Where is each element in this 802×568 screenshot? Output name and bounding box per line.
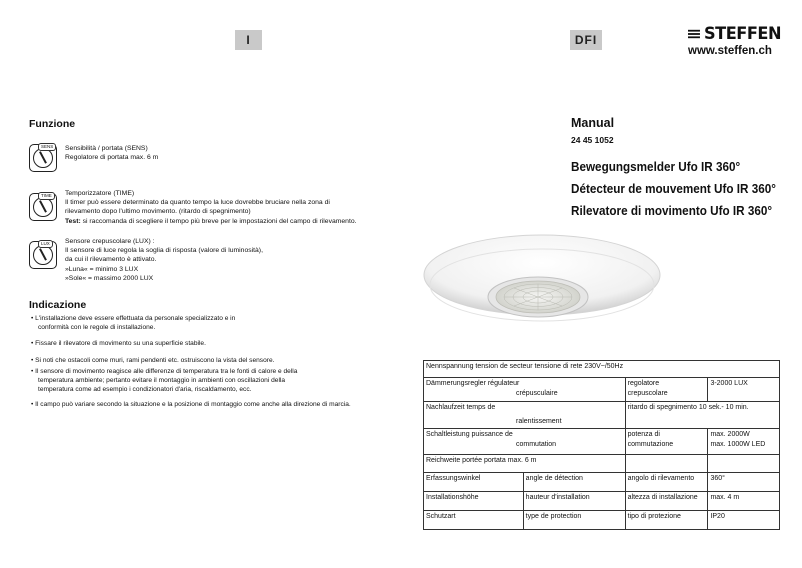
table-row [424,402,780,429]
table-cell: Erfassungswinkel [424,473,524,492]
table-cell: potenza di commutazione [625,429,708,455]
list-item: • Fissare il rilevatore di movimento su una superficie stabile. [31,339,401,348]
table-cell: Installationshöhe [424,492,524,511]
table-cell: type de protection [523,511,625,530]
funzione-heading: Funzione [29,118,76,130]
sens-dial-icon: SENS [29,144,57,172]
title-de: Bewegungsmelder Ufo IR 360° [571,159,741,174]
table-row [424,455,780,473]
title-fr: Détecteur de mouvement Ufo IR 360° [571,181,776,196]
feature-sens [29,144,158,172]
table-cell: angolo di rilevamento [625,473,708,492]
list-item: • Il campo può variare secondo la situazione e la posizione di montaggio come anche alla direzione di marcia. [31,400,401,409]
table-cell: max. 2000W max. 1000W LED [708,429,780,455]
list-item: • Il sensore di movimento reagisce alle differenze di temperatura tra le fonti di calore e della temperatura ambiente; pertanto evitare il montaggio in ambienti con oscillazioni della temperatura come ad esempio i condizionatori d'aria, riscaldamento, ecc. [31,367,401,395]
table-row [424,429,780,455]
spec-table [423,360,780,530]
feature-time-text: Temporizzatore (TIME) Il timer può essere determinato da quanto tempo la luce dovrebbe bruciare nella zona di rilevamento dopo l'ultimo movimento. (ritardo di spegnimento) Test: si raccomanda di scegliere il tempo più breve per le impostazioni del campo di rilevamento. [65,190,357,225]
steffen-logo-icon [688,26,700,42]
table-cell: hauteur d'installation [523,492,625,511]
indicazione-list [31,314,401,410]
table-row [424,473,780,492]
table-cell: Reichweite portée portata max. 6 m [424,455,626,473]
language-tab-dfi: DFI [570,30,602,50]
title-it: Rilevatore di movimento Ufo IR 360° [571,203,773,218]
table-cell: Dämmerungsregler régulateur crépusculaire [424,378,626,402]
list-item: • L'installazione deve essere effettuata da personale specializzato e in conformità con le regole di installazione. [31,314,401,332]
feature-sens-text: Sensibilità / portata (SENS) Regolatore di portata max. 6 m [65,145,159,162]
feature-lux-text: Sensore crepuscolare (LUX) : Il sensore di luce regola la soglia di risposta (valore di luminosità), da cui il rilevamento è attivato. »Luna« = minimo 3 LUX »Sole« = massimo 2000 LUX [65,238,263,282]
brand-url[interactable]: www.steffen.ch [688,45,772,57]
table-row [424,492,780,511]
time-dial-icon: TIME [29,193,57,221]
table-row [424,378,780,402]
table-cell: Nachlaufzeit temps de ralentissement [424,402,626,429]
table-cell: altezza di installazione [625,492,708,511]
brand-logo [688,24,783,57]
table-row [424,511,780,530]
table-cell: tipo di protezione [625,511,708,530]
feature-time [29,189,357,226]
table-cell: angle de détection [523,473,625,492]
table-cell: Schaltleistung puissance de commutation [424,429,626,455]
article-number: 24 45 1052 [571,135,614,145]
table-cell: regolatore crepuscolare [625,378,708,402]
list-item: • Si noti che ostacoli come muri, rami pendenti etc. ostruiscono la vista del sensore. [31,356,401,365]
language-tab-italian: I [235,30,262,50]
lux-dial-icon: LUX [29,241,57,269]
brand-name: STEFFEN [703,24,781,44]
product-image [420,225,665,340]
table-cell: 3-2000 LUX [708,378,780,402]
table-row [424,361,780,378]
feature-lux [29,237,263,283]
indicazione-heading: Indicazione [29,299,87,311]
manual-label: Manual [571,116,615,130]
table-cell: IP20 [708,511,780,530]
table-cell: Nennspannung tension de secteur tensione di rete 230V~/50Hz [424,361,626,378]
table-cell: max. 4 m [708,492,780,511]
table-cell: 360° [708,473,780,492]
table-cell: ritardo di spegnimento 10 sek.- 10 min. [625,402,779,429]
table-cell: Schutzart [424,511,524,530]
